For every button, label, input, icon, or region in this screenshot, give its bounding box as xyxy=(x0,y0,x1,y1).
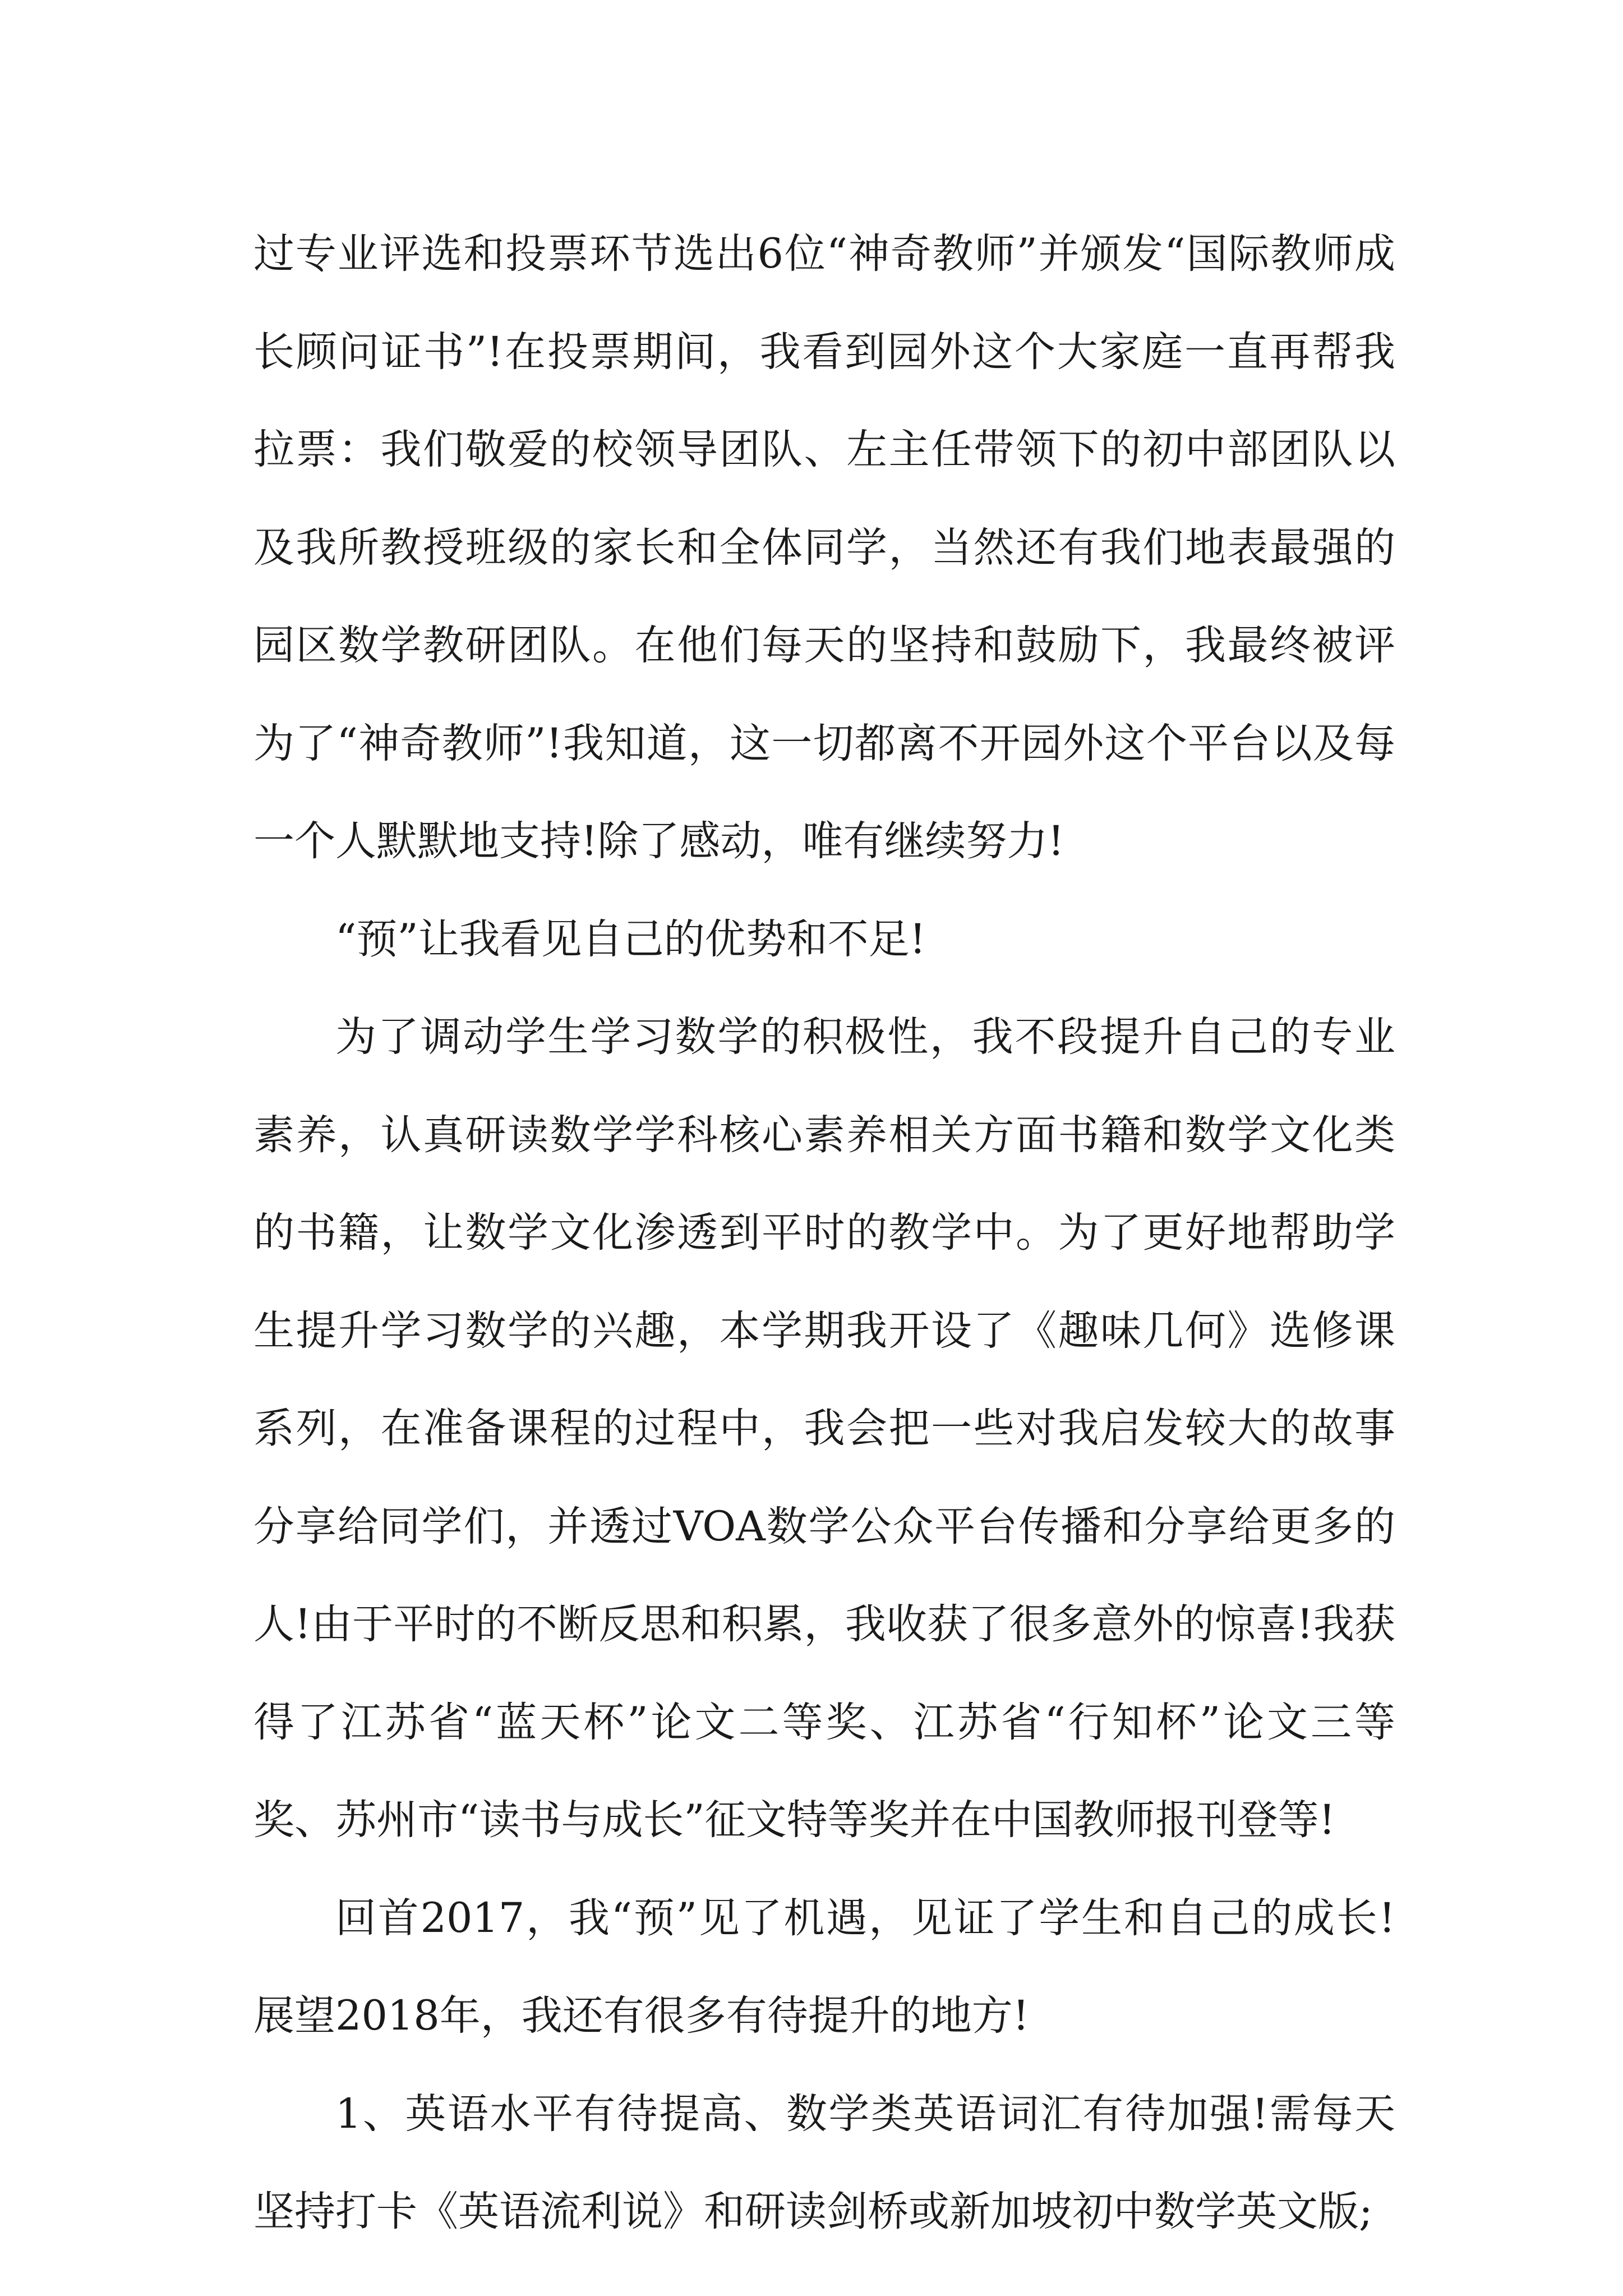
section-heading: “预”让我看见自己的优势和不足! xyxy=(335,915,926,963)
body-text xyxy=(253,205,1395,2261)
paragraph: 为了调动学生学习数学的积极性，我不段提升自己的专业素养，认真研读数学学科核心素养相关方面书籍和数学文化类的书籍，让数学文化渗透到平时的教学中。为了更好地帮助学生提升学习数学的兴趣，本学期我开设了《趣味几何》选修课系列，在准备课程的过程中，我会把一些对我启发较大的故事分享给同学们，并透过VOA数学公众平台传播和分享给更多的人!由于平时的不断反思和积累，我收获了很多意外的惊喜!我获得了江苏省“蓝天杯”论文二等奖、江苏省“行知杯”论文三等奖、苏州市“读书与成长”征文特等奖并在中国教师报刊登等! xyxy=(253,1013,1395,1844)
list-item: 1、英语水平有待提高、数学类英语词汇有待加强!需每天坚持打卡《英语流利说》和研读剑桥或新加坡初中数学英文版; xyxy=(253,2090,1395,2235)
paragraph: 回首2017，我“预”见了机遇，见证了学生和自己的成长!展望2018年，我还有很多有待提升的地方! xyxy=(253,1894,1395,2040)
paragraph-continued: 过专业评选和投票环节选出6位“神奇教师”并颁发“国际教师成长顾问证书”!在投票期间，我看到园外这个大家庭一直再帮我拉票：我们敬爱的校领导团队、左主任带领下的初中部团队以及我所教授班级的家长和全体同学，当然还有我们地表最强的园区数学教研团队。在他们每天的坚持和鼓励下，我最终被评为了“神奇教师”!我知道，这一切都离不开园外这个平台以及每一个人默默地支持!除了感动，唯有继续努力! xyxy=(253,230,1395,865)
